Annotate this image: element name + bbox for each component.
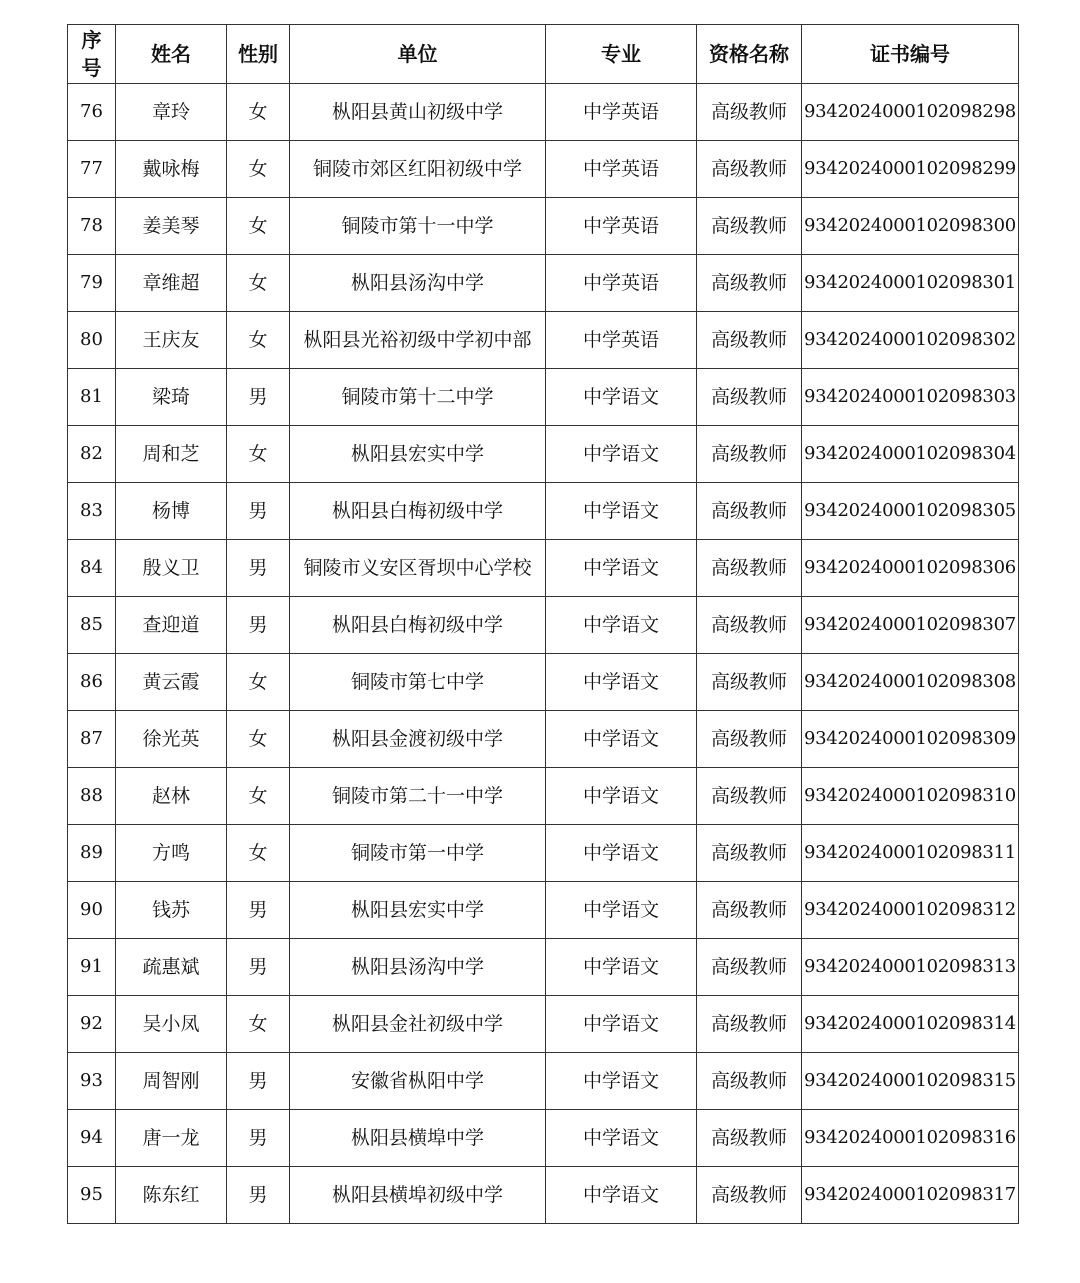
name-cell: 陈东红: [116, 1167, 227, 1224]
header-certificate-number: 证书编号: [802, 25, 1019, 84]
serial-cell: 81: [68, 369, 116, 426]
gender-cell: 女: [227, 198, 290, 255]
name-cell: 戴咏梅: [116, 141, 227, 198]
name-cell: 周和芝: [116, 426, 227, 483]
subject-cell: 中学语文: [546, 711, 697, 768]
qualification-cell: 高级教师: [697, 1110, 802, 1167]
gender-cell: 女: [227, 711, 290, 768]
table-row: [68, 996, 1019, 1053]
serial-cell: 87: [68, 711, 116, 768]
name-cell: 钱苏: [116, 882, 227, 939]
subject-cell: 中学语文: [546, 483, 697, 540]
table-row: [68, 768, 1019, 825]
certificate-number-cell: 9342024000102098310: [802, 768, 1019, 825]
gender-cell: 男: [227, 882, 290, 939]
table-row: [68, 882, 1019, 939]
qualification-cell: 高级教师: [697, 882, 802, 939]
serial-cell: 77: [68, 141, 116, 198]
table-row: [68, 711, 1019, 768]
qualification-cell: 高级教师: [697, 540, 802, 597]
serial-cell: 89: [68, 825, 116, 882]
gender-cell: 女: [227, 768, 290, 825]
name-cell: 王庆友: [116, 312, 227, 369]
subject-cell: 中学语文: [546, 597, 697, 654]
name-cell: 殷义卫: [116, 540, 227, 597]
certificate-number-cell: 9342024000102098302: [802, 312, 1019, 369]
name-cell: 周智刚: [116, 1053, 227, 1110]
unit-cell: 枞阳县汤沟中学: [290, 939, 546, 996]
table-row: [68, 483, 1019, 540]
subject-cell: 中学英语: [546, 198, 697, 255]
table-row: [68, 84, 1019, 141]
gender-cell: 女: [227, 654, 290, 711]
gender-cell: 女: [227, 996, 290, 1053]
subject-cell: 中学语文: [546, 540, 697, 597]
table-body: [68, 84, 1019, 1224]
qualification-cell: 高级教师: [697, 312, 802, 369]
unit-cell: 枞阳县光裕初级中学初中部: [290, 312, 546, 369]
certificate-number-cell: 9342024000102098313: [802, 939, 1019, 996]
qualification-cell: 高级教师: [697, 654, 802, 711]
certificate-number-cell: 9342024000102098314: [802, 996, 1019, 1053]
serial-cell: 82: [68, 426, 116, 483]
unit-cell: 枞阳县汤沟中学: [290, 255, 546, 312]
header-row: [68, 25, 1019, 84]
unit-cell: 枞阳县黄山初级中学: [290, 84, 546, 141]
name-cell: 吴小凤: [116, 996, 227, 1053]
subject-cell: 中学英语: [546, 255, 697, 312]
header-serial: 序号: [68, 25, 116, 84]
qualification-cell: 高级教师: [697, 198, 802, 255]
qualification-cell: 高级教师: [697, 84, 802, 141]
subject-cell: 中学语文: [546, 1167, 697, 1224]
serial-cell: 76: [68, 84, 116, 141]
table-row: [68, 1110, 1019, 1167]
qualification-cell: 高级教师: [697, 1053, 802, 1110]
certificate-number-cell: 9342024000102098300: [802, 198, 1019, 255]
name-cell: 唐一龙: [116, 1110, 227, 1167]
table-row: [68, 1167, 1019, 1224]
subject-cell: 中学语文: [546, 426, 697, 483]
certificate-number-cell: 9342024000102098317: [802, 1167, 1019, 1224]
unit-cell: 铜陵市义安区胥坝中心学校: [290, 540, 546, 597]
certificate-number-cell: 9342024000102098312: [802, 882, 1019, 939]
serial-cell: 91: [68, 939, 116, 996]
unit-cell: 铜陵市第十一中学: [290, 198, 546, 255]
certificate-number-cell: 9342024000102098306: [802, 540, 1019, 597]
table-row: [68, 540, 1019, 597]
unit-cell: 枞阳县横埠初级中学: [290, 1167, 546, 1224]
name-cell: 查迎道: [116, 597, 227, 654]
qualification-cell: 高级教师: [697, 426, 802, 483]
name-cell: 章维超: [116, 255, 227, 312]
unit-cell: 安徽省枞阳中学: [290, 1053, 546, 1110]
serial-cell: 85: [68, 597, 116, 654]
qualification-cell: 高级教师: [697, 711, 802, 768]
subject-cell: 中学英语: [546, 84, 697, 141]
serial-cell: 92: [68, 996, 116, 1053]
gender-cell: 女: [227, 255, 290, 312]
unit-cell: 枞阳县白梅初级中学: [290, 483, 546, 540]
certificate-number-cell: 9342024000102098309: [802, 711, 1019, 768]
serial-cell: 78: [68, 198, 116, 255]
teacher-certificate-table: [67, 24, 1019, 1224]
name-cell: 黄云霞: [116, 654, 227, 711]
header-subject: 专业: [546, 25, 697, 84]
header-name: 姓名: [116, 25, 227, 84]
table-row: [68, 426, 1019, 483]
subject-cell: 中学语文: [546, 939, 697, 996]
gender-cell: 男: [227, 597, 290, 654]
qualification-cell: 高级教师: [697, 939, 802, 996]
name-cell: 梁琦: [116, 369, 227, 426]
serial-cell: 90: [68, 882, 116, 939]
certificate-number-cell: 9342024000102098305: [802, 483, 1019, 540]
table-row: [68, 939, 1019, 996]
qualification-cell: 高级教师: [697, 255, 802, 312]
name-cell: 章玲: [116, 84, 227, 141]
serial-cell: 79: [68, 255, 116, 312]
certificate-number-cell: 9342024000102098299: [802, 141, 1019, 198]
serial-cell: 88: [68, 768, 116, 825]
certificate-number-cell: 9342024000102098301: [802, 255, 1019, 312]
gender-cell: 男: [227, 1167, 290, 1224]
qualification-cell: 高级教师: [697, 141, 802, 198]
subject-cell: 中学语文: [546, 768, 697, 825]
gender-cell: 女: [227, 141, 290, 198]
unit-cell: 铜陵市郊区红阳初级中学: [290, 141, 546, 198]
gender-cell: 男: [227, 1110, 290, 1167]
table-row: [68, 597, 1019, 654]
subject-cell: 中学语文: [546, 1053, 697, 1110]
subject-cell: 中学语文: [546, 1110, 697, 1167]
name-cell: 姜美琴: [116, 198, 227, 255]
unit-cell: 枞阳县金渡初级中学: [290, 711, 546, 768]
certificate-number-cell: 9342024000102098311: [802, 825, 1019, 882]
certificate-number-cell: 9342024000102098307: [802, 597, 1019, 654]
certificate-number-cell: 9342024000102098298: [802, 84, 1019, 141]
serial-cell: 93: [68, 1053, 116, 1110]
gender-cell: 女: [227, 84, 290, 141]
table-row: [68, 369, 1019, 426]
qualification-cell: 高级教师: [697, 768, 802, 825]
name-cell: 疏惠斌: [116, 939, 227, 996]
gender-cell: 女: [227, 426, 290, 483]
qualification-cell: 高级教师: [697, 483, 802, 540]
gender-cell: 男: [227, 939, 290, 996]
serial-cell: 95: [68, 1167, 116, 1224]
name-cell: 赵林: [116, 768, 227, 825]
certificate-number-cell: 9342024000102098315: [802, 1053, 1019, 1110]
serial-cell: 86: [68, 654, 116, 711]
unit-cell: 铜陵市第十二中学: [290, 369, 546, 426]
gender-cell: 女: [227, 825, 290, 882]
header-gender: 性别: [227, 25, 290, 84]
qualification-cell: 高级教师: [697, 996, 802, 1053]
unit-cell: 枞阳县金社初级中学: [290, 996, 546, 1053]
unit-cell: 枞阳县白梅初级中学: [290, 597, 546, 654]
table-row: [68, 312, 1019, 369]
qualification-cell: 高级教师: [697, 369, 802, 426]
gender-cell: 男: [227, 369, 290, 426]
table-row: [68, 825, 1019, 882]
certificate-number-cell: 9342024000102098304: [802, 426, 1019, 483]
serial-cell: 80: [68, 312, 116, 369]
unit-cell: 铜陵市第一中学: [290, 825, 546, 882]
table-row: [68, 198, 1019, 255]
gender-cell: 男: [227, 483, 290, 540]
subject-cell: 中学语文: [546, 882, 697, 939]
certificate-number-cell: 9342024000102098316: [802, 1110, 1019, 1167]
name-cell: 徐光英: [116, 711, 227, 768]
unit-cell: 铜陵市第二十一中学: [290, 768, 546, 825]
certificate-number-cell: 9342024000102098308: [802, 654, 1019, 711]
table-row: [68, 654, 1019, 711]
unit-cell: 铜陵市第七中学: [290, 654, 546, 711]
serial-cell: 84: [68, 540, 116, 597]
gender-cell: 男: [227, 540, 290, 597]
qualification-cell: 高级教师: [697, 597, 802, 654]
subject-cell: 中学语文: [546, 369, 697, 426]
table-row: [68, 255, 1019, 312]
subject-cell: 中学语文: [546, 654, 697, 711]
qualification-cell: 高级教师: [697, 1167, 802, 1224]
unit-cell: 枞阳县宏实中学: [290, 882, 546, 939]
serial-cell: 83: [68, 483, 116, 540]
serial-cell: 94: [68, 1110, 116, 1167]
subject-cell: 中学英语: [546, 141, 697, 198]
table-row: [68, 1053, 1019, 1110]
subject-cell: 中学语文: [546, 825, 697, 882]
unit-cell: 枞阳县宏实中学: [290, 426, 546, 483]
unit-cell: 枞阳县横埠中学: [290, 1110, 546, 1167]
header-qualification: 资格名称: [697, 25, 802, 84]
gender-cell: 女: [227, 312, 290, 369]
subject-cell: 中学语文: [546, 996, 697, 1053]
table-row: [68, 141, 1019, 198]
header-unit: 单位: [290, 25, 546, 84]
name-cell: 方鸣: [116, 825, 227, 882]
gender-cell: 男: [227, 1053, 290, 1110]
certificate-number-cell: 9342024000102098303: [802, 369, 1019, 426]
subject-cell: 中学英语: [546, 312, 697, 369]
qualification-cell: 高级教师: [697, 825, 802, 882]
name-cell: 杨博: [116, 483, 227, 540]
